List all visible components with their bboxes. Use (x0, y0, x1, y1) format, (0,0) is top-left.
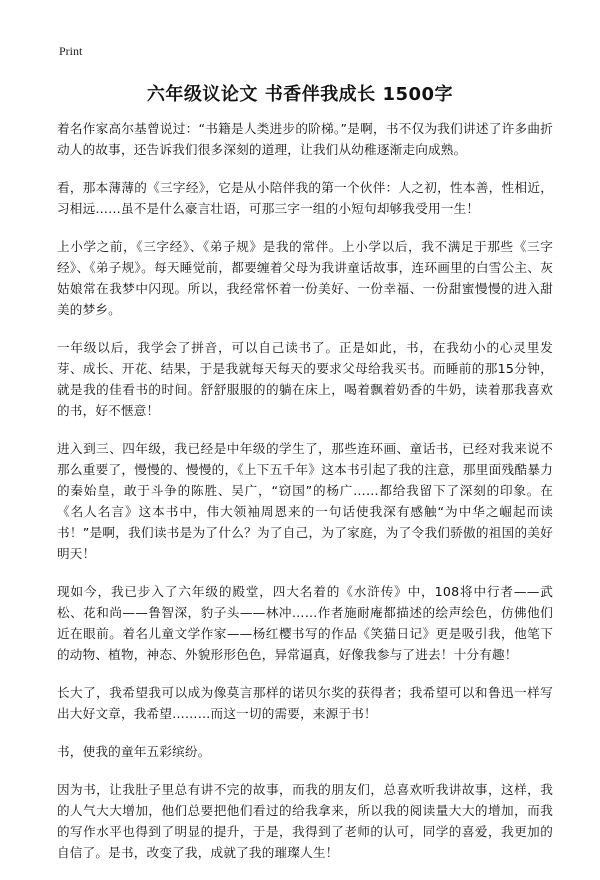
paragraph-1: 着名作家高尔基曾说过：“书籍是人类进步的阶梯。”是啊，书不仅为我们讲述了许多曲折动人的故事，还告诉我们很多深刻的道理，让我们从幼稚逐渐走向成熟。 (57, 121, 553, 157)
paragraph-8: 书，使我的童年五彩缤纷。 (57, 744, 211, 759)
paragraph-2: 看，那本薄薄的《三字经》，它是从小陪伴我的第一个伙伴：人之初，性本善，性相近，习相远……虽不是什么豪言壮语，可那三字一组的小短句却够我受用一生！ (57, 180, 553, 216)
paragraph-5: 进入到三、四年级，我已经是中年级的学生了，那些连环画、童话书，已经对我来说不那么重要了，慢慢的、慢慢的，《上下五千年》这本书引起了我的注意，那里面残酷暴力的秦始皇，敢于斗争的陈胜、吴广，“窃国”的杨广……都给我留下了深刻的印象。在《名人名言》这本书中，伟大领袖周恩来的一句话使我深有感触“为中华之崛起而读书！”是啊，我们读书是为了什么？为了自己，为了家庭，为了令我们骄傲的祖国的美好明天！ (57, 441, 553, 561)
paragraph-3: 上小学之前，《三字经》、《弟子规》是我的常伴。上小学以后，我不满足于那些《三字经》、《弟子规》。每天睡觉前，都要缠着父母为我讲童话故事，连环画里的白雪公主、灰姑娘常在我梦中闪现。所以，我经常怀着一份美好、一份幸福、一份甜蜜慢慢的进入甜美的梦乡。 (57, 239, 553, 317)
paragraph-6: 现如今，我已步入了六年级的殿堂，四大名着的《水浒传》中，108将中行者——武松、花和尚——鲁智深，豹子头——林冲……作者施耐庵都描述的绘声绘色，仿佛他们近在眼前。着名儿童文学作家——杨红樱书写的作品《笑猫日记》更是吸引我，他笔下的动物、植物，神态、外貌形形色色，异常逼真，好像我参与了进去！十分有趣！ (57, 584, 553, 662)
page-title: 六年级议论文 书香伴我成长 1500字 (146, 84, 454, 105)
paragraph-9: 因为书，让我肚子里总有讲不完的故事，而我的朋友们，总喜欢听我讲故事，这样，我的人气大大增加，他们总要把他们看过的给我拿来，所以我的阅读量大大的增加，而我的写作水平也得到了明显的提升，于是，我得到了老师的认可，同学的喜爱，我更加的自信了。是书，改变了我，成就了我的璀璨人生！ (57, 782, 553, 860)
paragraph-4: 一年级以后，我学会了拼音，可以自己读书了。正是如此，书，在我幼小的心灵里发芽、成长、开花、结果，于是我就每天每天的要求父母给我买书。而睡前的那15分钟，就是我的佳看书的时间。舒舒服服的的躺在床上，喝着飘着奶香的牛奶，读着那我喜欢的书，好不惬意！ (57, 340, 553, 418)
article-body (57, 118, 553, 880)
print-label: Print (59, 44, 83, 58)
paragraph-7: 长大了，我希望我可以成为像莫言那样的诺贝尔奖的获得者；我希望可以和鲁迅一样写出大好文章，我希望………而这一切的需要，来源于书！ (57, 685, 553, 721)
